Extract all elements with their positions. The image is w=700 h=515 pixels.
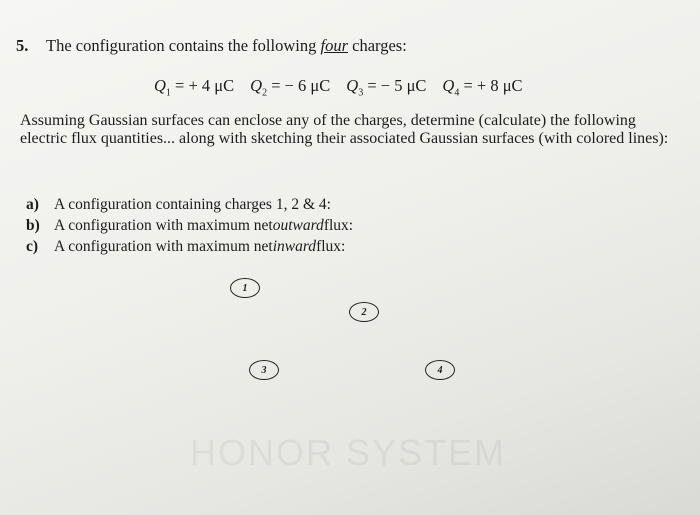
charge-3: $Q_3$ = − 5 μC [346, 76, 427, 99]
sub-question-b: b) A configuration with maximum net outward flux: [26, 217, 354, 234]
charge-2: $Q_2$ = − 6 μC [250, 76, 331, 99]
question-intro [46, 36, 407, 56]
charge-1: $Q_1$ = + 4 μC [154, 76, 235, 99]
intro-before: The configuration contains the following [46, 36, 321, 55]
sub-question-a: a) A configuration containing charges 1, 2 & 4: [26, 196, 331, 213]
intro-after: charges: [348, 36, 407, 55]
charge-circle-2: 2 [349, 302, 379, 322]
intro-emphasis: four [320, 36, 348, 55]
charge-circle-1: 1 [230, 278, 260, 298]
sub-question-c: c) A configuration with maximum net inward flux: [26, 238, 346, 255]
question-number: 5. [16, 36, 29, 55]
charge-circle-3: 3 [249, 360, 279, 380]
charge-list [154, 76, 523, 98]
instructions-paragraph: Assuming Gaussian surfaces can enclose any of the charges, determine (calculate) the following electric flux quantities... along with sketching their associated Gaussian surfaces (with colored lines): [20, 112, 669, 147]
charge-circle-4: 4 [425, 360, 455, 380]
sub-question-list [26, 194, 353, 257]
watermark-text: HONOR SYSTEM [190, 432, 507, 473]
charge-4: $Q_4$ = + 8 μC [442, 76, 523, 99]
